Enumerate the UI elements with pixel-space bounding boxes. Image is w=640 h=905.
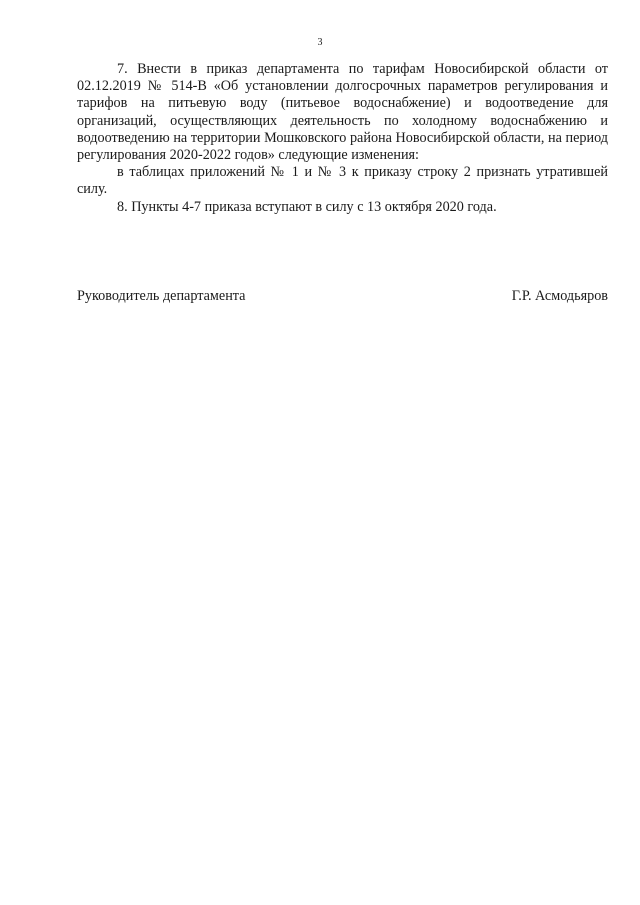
paragraph-8: 8. Пункты 4-7 приказа вступают в силу с 13 октября 2020 года. [117, 198, 497, 215]
signature-block [77, 288, 608, 305]
paragraph-7: 7. Внести в приказ департамента по тарифам Новосибирской области от 02.12.2019 № 514-В «Об установлении долгосрочных параметров регулирования и тарифов на питьевую воду (питьевое водоснабжение) и водоотведение для организаций, осуществляющих деятельность по холодному водоснабжению и водоотведению на территории Мошковского района Новосибирской области, на период регулирования 2020-2022 годов» следующие изменения: [77, 61, 608, 164]
page-number: 3 [317, 37, 323, 48]
signatory-position: Руководитель департамента [77, 288, 246, 304]
paragraph-7-change: в таблицах приложений № 1 и № 3 к приказу строку 2 признать утратившей силу. [77, 164, 608, 198]
document-body [77, 61, 608, 216]
signatory-name: Г.Р. Асмодьяров [511, 288, 608, 304]
